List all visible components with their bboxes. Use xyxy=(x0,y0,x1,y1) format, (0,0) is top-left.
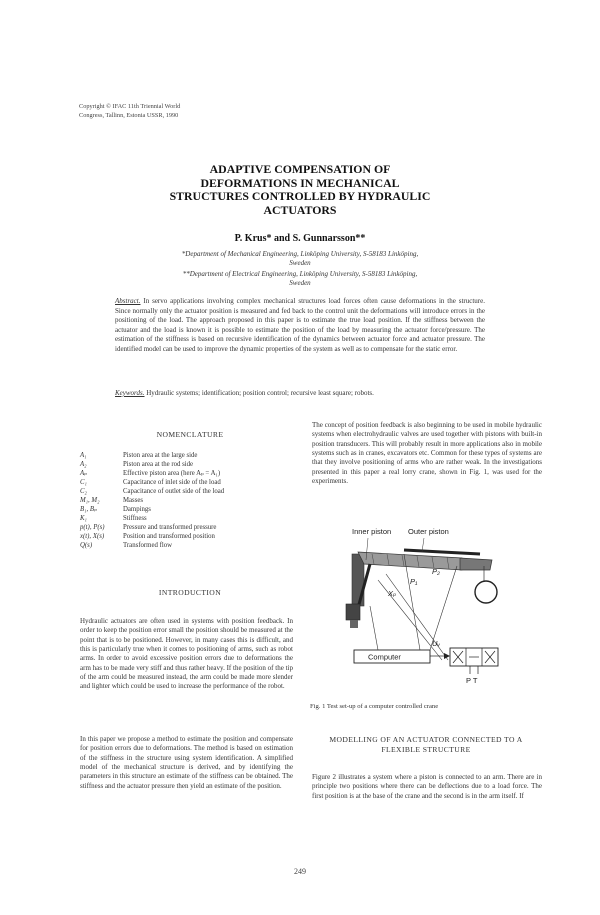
nomenclature-definition: Piston area at the large side xyxy=(123,452,198,459)
affiliation-2-line-1: **Department of Electrical Engineering, Linköping University, S-58183 Linköping, xyxy=(182,270,418,278)
nomenclature-symbol: x(t), X(s) xyxy=(80,533,105,540)
nomenclature-definition: Dampings xyxy=(123,506,151,513)
modelling-paragraph: Figure 2 illustrates a system where a piston is connected to an arm. There are in principle two positions where there can be deflections due to a load force. The first position is at the base of the crane and the second is in the arm itself. If xyxy=(312,773,542,800)
modelling-heading xyxy=(310,735,542,755)
keywords xyxy=(115,389,485,399)
copyright-notice xyxy=(79,103,279,120)
nomenclature-heading: NOMENCLATURE xyxy=(156,430,224,439)
modelling-heading-line-1: MODELLING OF AN ACTUATOR CONNECTED TO A xyxy=(329,735,523,744)
crane-base-gripper xyxy=(346,604,360,620)
right-column-paragraph: The concept of position feedback is also beginning to be used in mobile hydraulic systems when electrohydraulic valves are used together with pistons with built-in position transducers. This will probably result in more applications also in mobile systems such as in cranes, excavators etc. Common for these types of systems are that they involve positioning of arms who are rather weak. In the investigations presented in this paper a real lorry crane, shown in Fig. 1, was used for the experiments. xyxy=(312,421,542,486)
title-line-3: STRUCTURES CONTROLLED BY HYDRAULIC xyxy=(169,189,431,204)
nomenclature-definition: Piston area at the rod side xyxy=(123,461,194,468)
nomenclature-symbol: C₂ xyxy=(80,488,87,495)
p2-label: P₂ xyxy=(432,567,440,576)
title-line-2: DEFORMATIONS IN MECHANICAL xyxy=(200,175,400,190)
abstract-text: In servo applications involving complex mechanical structures load forces often cause deformations in the structure. Since normally only the actuator position is measured and fed back to the control unit the deformations will introduce errors in the positioning of the load. The approach proposed in this paper is to estimate the true load position. If the stiffness between the actuator and the load is known it is possible to estimate the position of the load by measuring the actuator force/pressure. The estimation of the stiffness is based on recursive identification of the dynamics between actuator force and actuator pressure. The identified model can be used to improve the dynamic properties of the system as well as to compensate for the static error. xyxy=(115,297,485,353)
affiliation-2-line-2: Sweden xyxy=(289,279,311,288)
nomenclature-symbol: p(t), P(s) xyxy=(80,524,105,531)
nomenclature-symbol: Q(s) xyxy=(80,542,93,549)
nomenclature-symbol: A₁ xyxy=(80,452,87,459)
nomenclature-definition: Masses xyxy=(123,497,144,504)
nomenclature-definition: Transformed flow xyxy=(123,542,173,549)
keywords-label: Keywords. xyxy=(115,389,145,397)
p1-label: P₁ xyxy=(410,577,418,586)
nomenclature-symbol: A₂ xyxy=(80,461,87,468)
signal-line-xp xyxy=(370,606,378,650)
introduction-paragraph-2: In this paper we propose a method to estimate the position and compensate for position errors due to deformations. The method is based on estimation of the stiffness in the structure using system identification. A simplified model of the mechanical structure is derived, and by identifying the parameters in this structure an estimate of the stiffness can be obtained. The stiffness and the actuator pressure then yield an estimate of the position. xyxy=(80,735,293,790)
nomenclature-definition: Capacitance of outlet side of the load xyxy=(123,488,225,495)
nomenclature-symbol: B₁, Bₚ xyxy=(80,506,97,513)
computer-label: Computer xyxy=(368,652,401,662)
nomenclature-symbol: K₁ xyxy=(80,515,87,522)
affiliation-1 xyxy=(110,250,490,269)
inner-piston-label: Inner piston xyxy=(352,527,392,536)
nomenclature-symbol: Aₚ xyxy=(80,470,87,477)
affiliation-1-line-2: Sweden xyxy=(289,259,311,268)
nomenclature-definition: Stiffness xyxy=(123,515,147,522)
title-line-4: ACTUATORS xyxy=(263,202,337,217)
nomenclature-definition: Position and transformed position xyxy=(123,533,215,540)
copyright-line-1: Copyright © IFAC 11th Triennial World xyxy=(79,103,181,110)
outer-piston-cylinder xyxy=(404,550,480,554)
uv-label: Uᵥ xyxy=(432,639,441,648)
affiliation-1-line-1: *Department of Mechanical Engineering, Linköping University, S-58183 Linköping, xyxy=(181,250,419,258)
page-number: 249 xyxy=(294,867,306,876)
xp-label: Xₚ xyxy=(388,589,397,598)
authors: P. Krus* and S. Gunnarsson** xyxy=(234,233,366,244)
crane-test-setup-figure xyxy=(312,524,552,696)
abstract-label: Abstract. xyxy=(115,297,141,305)
modelling-heading-line-2: FLEXIBLE STRUCTURE xyxy=(381,745,471,754)
introduction-heading: INTRODUCTION xyxy=(158,588,222,597)
nomenclature-symbol: C₁ xyxy=(80,479,87,486)
abstract xyxy=(115,297,485,354)
nomenclature-definition: Capacitance of inlet side of the load xyxy=(123,479,221,486)
nomenclature-definition: Pressure and transformed pressure xyxy=(123,524,217,531)
title-line-1: ADAPTIVE COMPENSATION OF xyxy=(209,162,391,176)
pressure-tank-label: P T xyxy=(466,676,478,685)
outer-piston-label: Outer piston xyxy=(408,527,449,536)
copyright-line-2: Congress, Tallinn, Estonia USSR, 1990 xyxy=(79,111,179,119)
introduction-paragraph-1: Hydraulic actuators are often used in systems with position feedback. In order to keep the position error small the position should be measured at the point that is to be positioned. However, in many cases this is difficult, and this is particularly true when it comes to positioning of arms, such as robot arms. In order to avoid excessive position errors due to deformations the arm has to be made very stiff and thus rather heavy. If the position of the tip of the arm could be measured instead, the arm could be made more slender and lighter which could be used to increase the performance of the robot. xyxy=(80,617,293,691)
keywords-text: Hydraulic systems; identification; position control; recursive least square; robots. xyxy=(144,389,374,397)
signal-line-p2 xyxy=(430,566,457,650)
nomenclature-definition: Effective piston area (here Aₚ = A₁) xyxy=(123,470,221,477)
affiliation-2 xyxy=(110,270,490,289)
outer-boom xyxy=(460,558,492,570)
nomenclature-symbol: M₁, M₂ xyxy=(80,497,100,504)
figure-1-caption: Fig. 1 Test set-up of a computer controlled crane xyxy=(310,703,439,710)
load-weight xyxy=(475,581,497,603)
paper-title xyxy=(120,163,480,217)
